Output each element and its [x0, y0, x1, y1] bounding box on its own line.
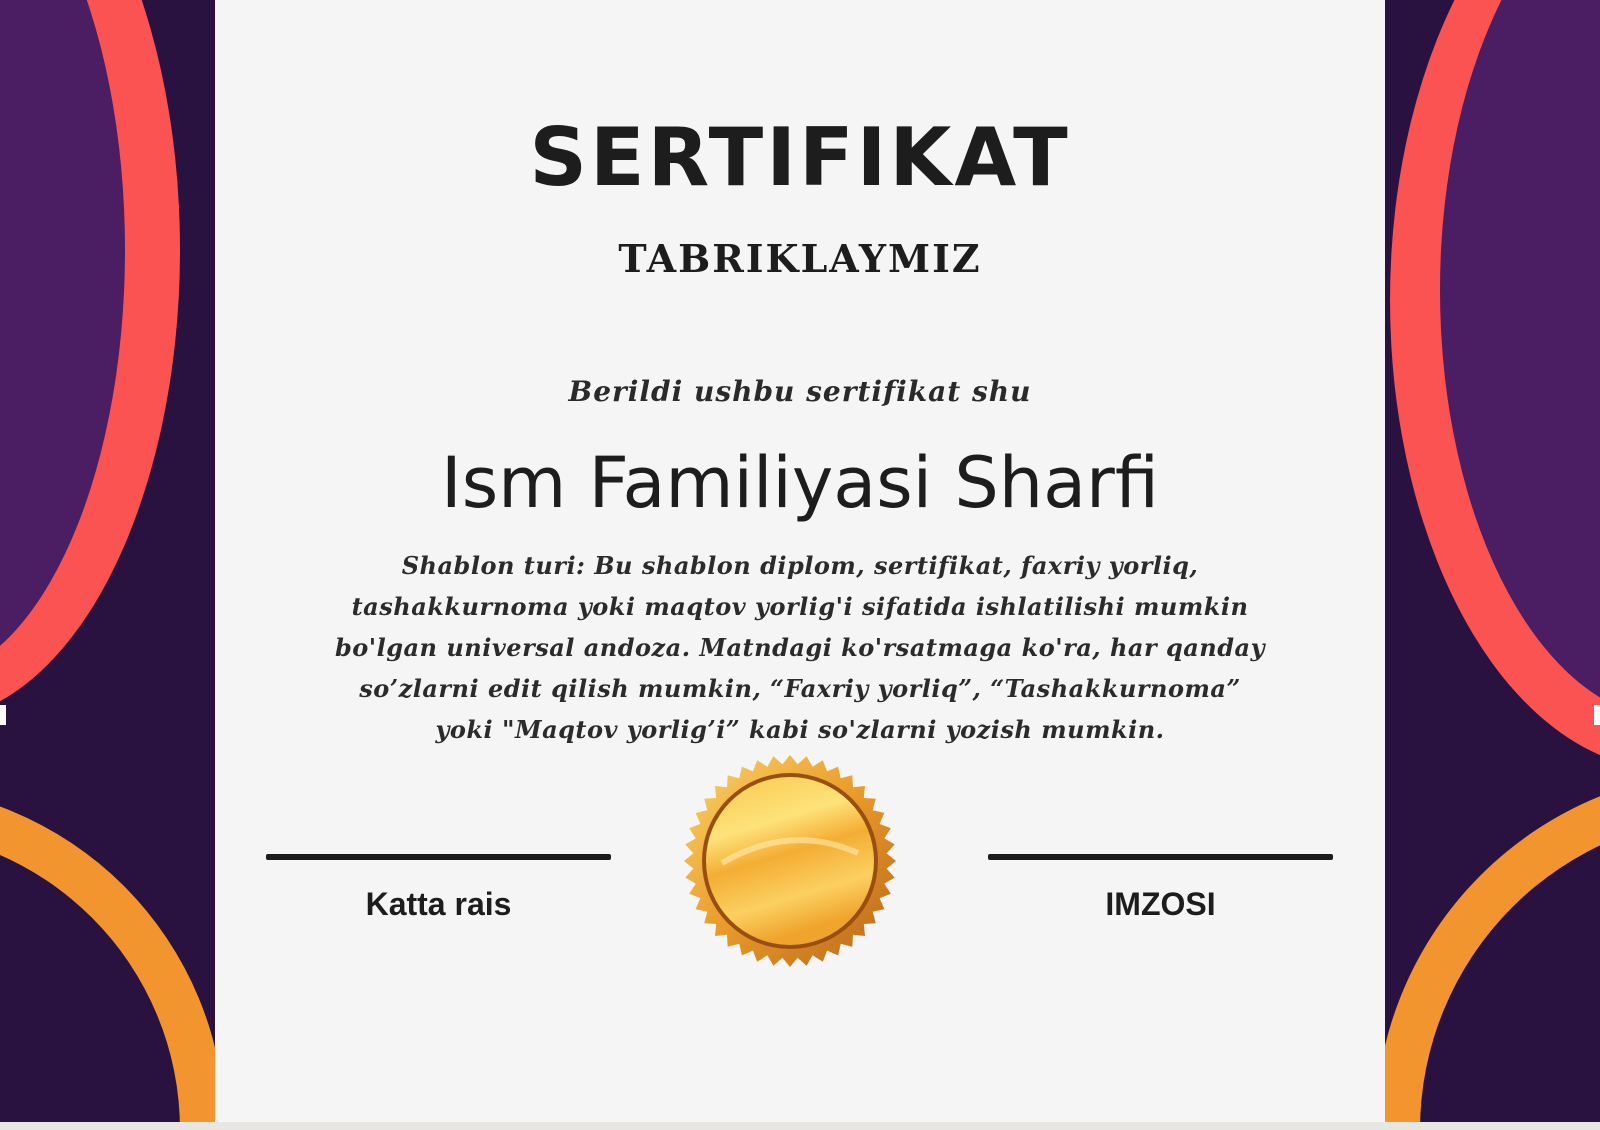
left-arc-decoration: [0, 0, 215, 1130]
certificate-description: Shablon turi: Bu shablon diplom, sertifikat, faxriy yorliq, tashakkurnoma yoki maqtov yorlig'i sifatida ishlatilishi mumkin bo'lgan universal andoza. Matndagi ko'rsatmaga ko'ra, har qanday so’zlarni edit qilish mumkin, “Faxriy yorliq”, “Tashakkurnoma” yoki "Maqtov yorlig’i” kabi so'zlarni yozish mumkin.: [334, 551, 1266, 744]
signature-line-right: [988, 854, 1333, 860]
signature-line-left: [266, 854, 611, 860]
right-decorative-panel: [1385, 0, 1600, 1130]
bottom-strip: [0, 1122, 1600, 1130]
given-to-text: Berildi ushbu sertifikat shu: [568, 375, 1032, 408]
certificate-title: SERTIFIKAT: [529, 111, 1071, 204]
gold-seal-icon: [682, 753, 898, 969]
certificate-paper: [215, 0, 1385, 1122]
left-decorative-panel: [0, 0, 215, 1130]
certificate-subtitle: TABRIKLAYMIZ: [618, 236, 982, 281]
right-arc-decoration: [1385, 0, 1600, 1130]
signature-label-right: IMZOSI: [1105, 886, 1216, 922]
recipient-name: Ism Familiyasi Sharfi: [441, 442, 1159, 524]
signature-label-left: Katta rais: [365, 886, 512, 922]
